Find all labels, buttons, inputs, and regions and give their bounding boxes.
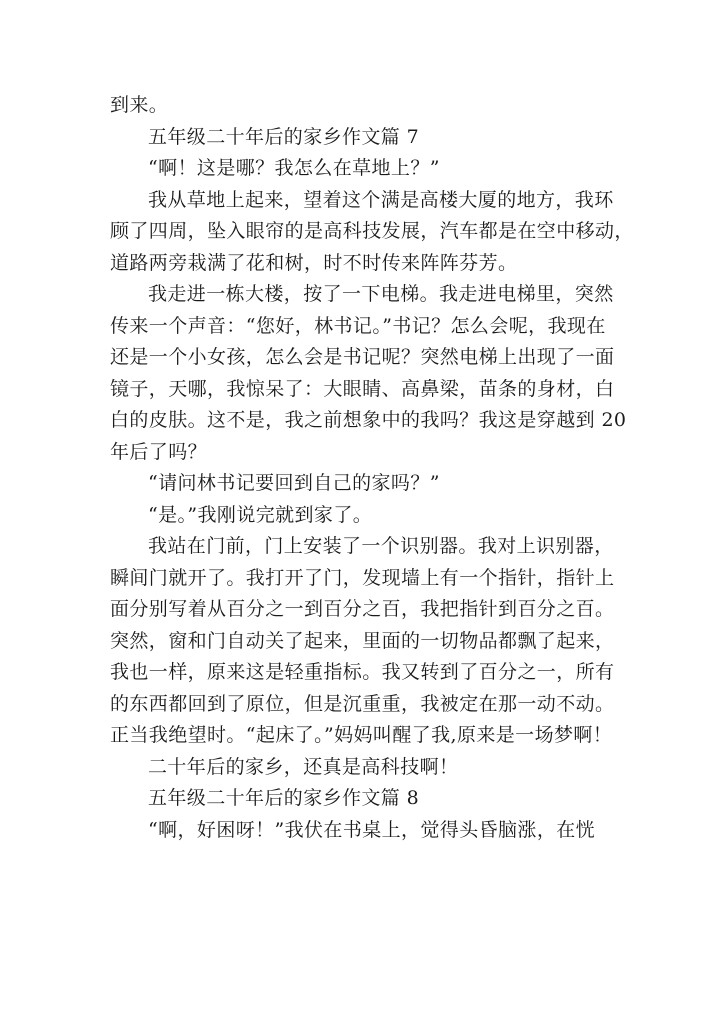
- text-line: 我从草地上起来，望着这个满是高楼大厦的地方，我环: [148, 188, 614, 211]
- text-line: 瞬间门就开了。我打开了门，发现墙上有一个指针，指针上: [110, 566, 615, 589]
- text-line: 突然，窗和门自动关了起来，里面的一切物品都飘了起来，: [110, 629, 615, 652]
- text-line: 我走进一栋大楼，按了一下电梯。我走进电梯里，突然: [148, 283, 614, 305]
- paragraph: [110, 279, 625, 311]
- text-line: 正当我绝望时。“起床了。”妈妈叫醒了我,原来是一场梦啊！: [110, 724, 613, 746]
- heading-line: 五年级二十年后的家乡作文篇 7: [148, 125, 420, 148]
- paragraph: [110, 815, 625, 847]
- paragraph-continuation: [110, 90, 625, 122]
- paragraph: [110, 185, 625, 217]
- paragraph-cont: [110, 216, 634, 279]
- text-line: 年后了吗？: [110, 440, 208, 463]
- paragraph: [110, 531, 625, 563]
- paragraph-cont: [110, 563, 625, 752]
- text-line: 白的皮肤。这不是，我之前想象中的我吗？我这是穿越到 20: [110, 409, 627, 431]
- text-line: “请问林书记要回到自己的家吗？”: [148, 472, 440, 494]
- heading-line: 五年级二十年后的家乡作文篇 8: [148, 787, 420, 809]
- paragraph: [110, 752, 625, 784]
- text-line: 我站在门前，门上安装了一个识别器。我对上识别器，: [148, 535, 614, 557]
- text-line: 面分别写着从百分之一到百分之百，我把指针到百分之百。: [110, 598, 615, 620]
- paragraph: [110, 500, 625, 532]
- text-line: 道路两旁栽满了花和树，时不时传来阵阵芬芳。: [110, 251, 518, 274]
- text-line: 顾了四周，坠入眼帘的是高科技发展，汽车都是在空中移动，: [110, 220, 634, 242]
- text-line: 二十年后的家乡，还真是高科技啊！: [148, 755, 459, 778]
- text-line: 到来。: [110, 94, 169, 116]
- text-line: 我也一样，原来这是轻重指标。我又转到了百分之一，所有: [110, 661, 615, 683]
- text-line: “啊，好困呀！”我伏在书桌上，觉得头昏脑涨，在恍: [148, 818, 596, 841]
- text-line: “啊！这是哪？我怎么在草地上？”: [148, 157, 440, 179]
- text-line: 的东西都回到了原位，但是沉重重，我被定在那一动不动。: [110, 692, 615, 715]
- text-line: 镜子，天哪，我惊呆了：大眼睛、高鼻梁，苗条的身材，白: [110, 377, 615, 400]
- text-line: “是。”我刚说完就到家了。: [148, 503, 373, 526]
- text-line: 还是一个小女孩，怎么会是书记呢？突然电梯上出现了一面: [110, 346, 615, 368]
- paragraph: [110, 153, 625, 185]
- article-body: [110, 90, 634, 846]
- paragraph-cont: [110, 311, 625, 469]
- section-heading-7: [110, 122, 625, 154]
- paragraph: [110, 468, 625, 500]
- text-line: 传来一个声音：“您好，林书记。”书记？怎么会呢，我现在: [110, 314, 606, 337]
- section-heading-8: [110, 783, 625, 815]
